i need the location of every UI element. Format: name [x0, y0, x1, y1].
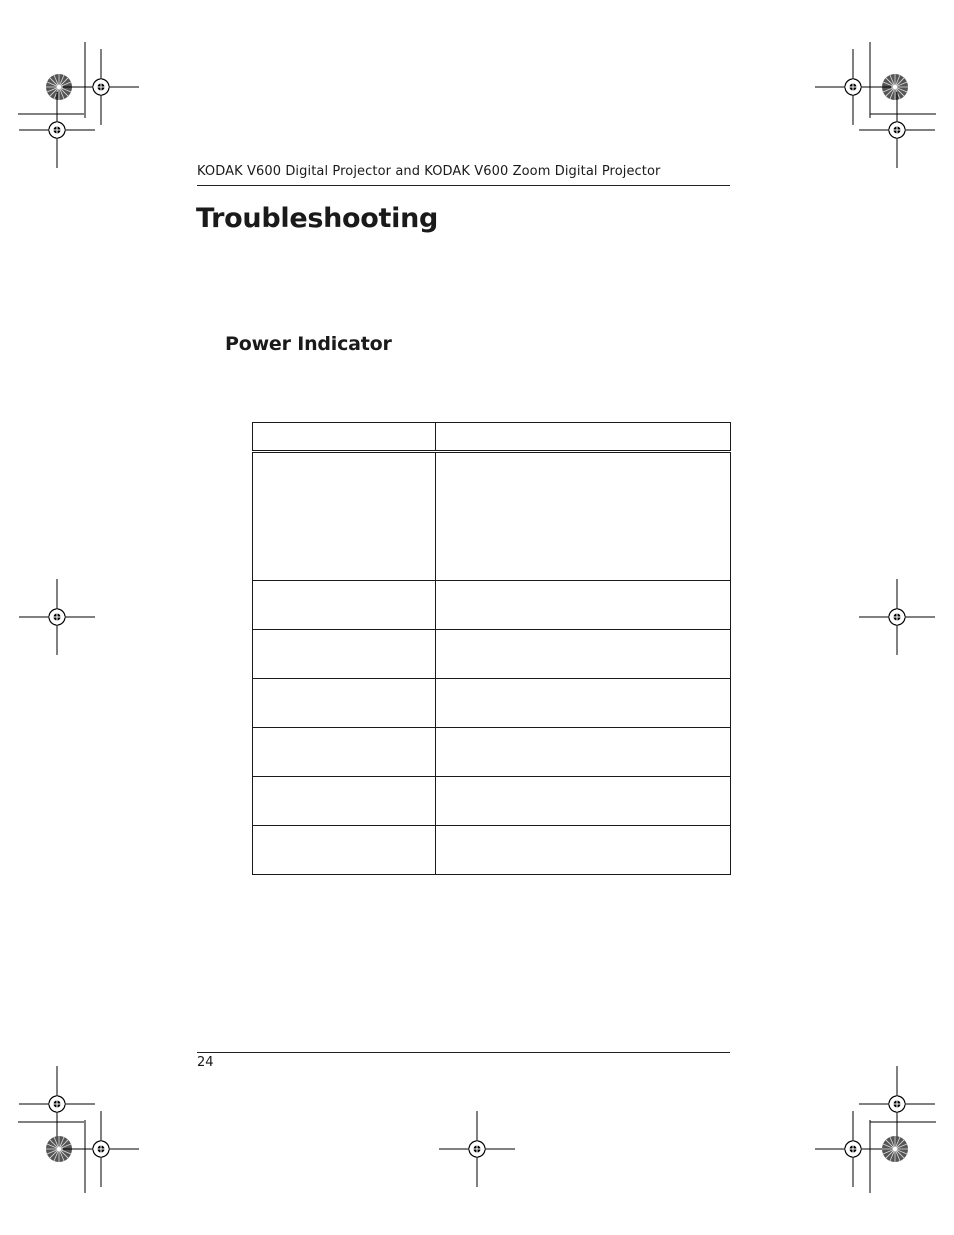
- table-cell: [253, 679, 436, 728]
- header-rule: [197, 185, 730, 186]
- table-cell: [253, 581, 436, 630]
- table-cell: [436, 581, 731, 630]
- table-cell: [436, 630, 731, 679]
- table-cell: [436, 777, 731, 826]
- table-cell: [436, 826, 731, 875]
- chapter-title: Troubleshooting: [196, 203, 439, 234]
- table-header-cell: [253, 423, 436, 452]
- table-cell: [253, 826, 436, 875]
- color-sunburst-icon: [882, 1136, 908, 1162]
- table-cell: [253, 777, 436, 826]
- registration-crosshair-icon: [439, 1111, 515, 1187]
- registration-crosshair-icon: [19, 1066, 95, 1142]
- table-row: [253, 630, 731, 679]
- registration-crosshair-icon: [859, 579, 935, 655]
- table-cell: [436, 452, 731, 581]
- footer-rule: [197, 1052, 730, 1053]
- power-indicator-table: [252, 422, 731, 875]
- table-row: [253, 777, 731, 826]
- running-header: KODAK V600 Digital Projector and KODAK V600 Zoom Digital Projector: [197, 164, 661, 179]
- table-row: [253, 679, 731, 728]
- section-title: Power Indicator: [225, 333, 392, 355]
- table-cell: [253, 630, 436, 679]
- registration-crosshair-icon: [19, 579, 95, 655]
- table-row: [253, 452, 731, 581]
- registration-crosshair-icon: [19, 92, 95, 168]
- table-cell: [436, 679, 731, 728]
- table-header-row: [253, 423, 731, 452]
- table-cell: [253, 452, 436, 581]
- page-number: 24: [197, 1055, 214, 1070]
- table-cell: [436, 728, 731, 777]
- table-cell: [253, 728, 436, 777]
- table-row: [253, 581, 731, 630]
- table-row: [253, 826, 731, 875]
- table-row: [253, 728, 731, 777]
- table-header-cell: [436, 423, 731, 452]
